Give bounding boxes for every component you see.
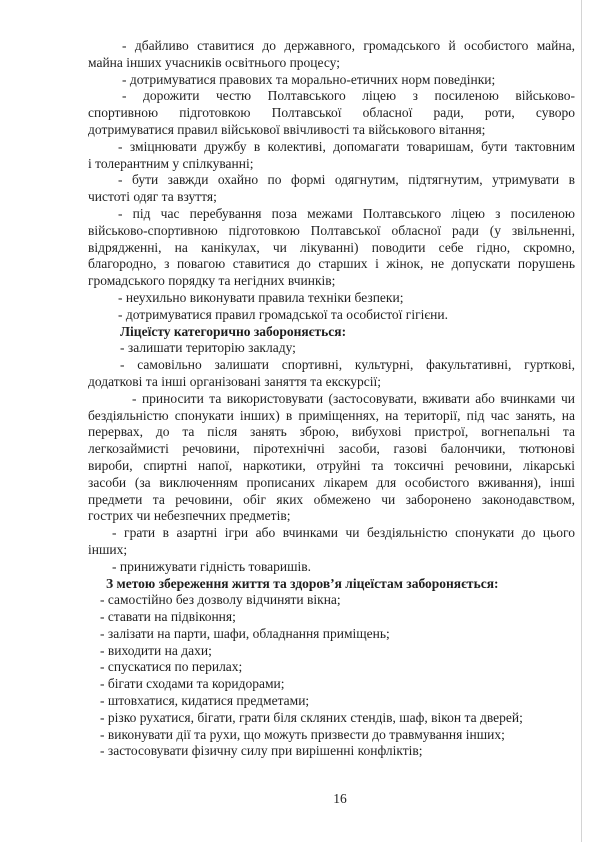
text-line: інших; [88,541,128,557]
list-item: - виходити на дахи; [100,642,212,658]
text-line: громадського порядку та негідних вчинків; [88,273,336,289]
text-line: спортивною підготовкою Полтавської обласної ради, роти, суворо [88,105,575,121]
list-item: - різко рухатися, бігати, грати біля скляних стендів, шаф, вікон та дверей; [100,709,523,725]
text-line: відрядженні, на канікулах, чи лікуванні) поводити себе гідно, скромно, [88,239,575,255]
document-body [88,38,575,760]
text-line: - залишати територію закладу; [120,340,296,356]
list-item [88,391,575,525]
text-line: військово-спортивною підготовкою Полтавської обласної ради (у звільненні, [88,222,575,238]
list-item: - виконувати дії та рухи, що можуть призвести до травмування інших; [100,726,505,742]
text-line: - приносити та використовувати (застосовувати, вживати або вчинками чи [132,390,575,406]
text-line: - бути завжди охайно по формі одягнутим, підтягнутим, утримувати в [118,172,575,188]
prohibitions-section [88,324,575,576]
text-line: чистоті одяг та взуття; [88,189,217,205]
text-line: - принижувати гідність товаришів. [112,558,312,574]
list-item [88,290,575,307]
list-item [88,357,575,391]
scan-edge-line [581,0,582,842]
list-item [88,206,575,290]
section-heading: Ліцеїсту категорично забороняється: [120,323,347,339]
text-line: майна інших учасників освітнього процесу; [88,54,340,70]
text-line: додаткові та інші організовані заняття та екскурсії; [88,373,381,389]
text-line: - дбайливо ставитися до державного, громадського й особистого майна, [122,38,575,53]
list-item [88,38,575,72]
section-heading: З метою збереження життя та здоров’я ліцеїстам забороняється: [106,575,499,591]
text-line: - дотримуватися правил громадської та особистої гігієни. [118,306,448,322]
text-line: перервах, до та після занять зброю, вибухові пристрої, вогнепальні та [88,424,575,440]
list-item: - штовхатися, кидатися предметами; [100,693,310,709]
list-item [88,340,575,357]
text-line: легкозаймисті речовини, піротехнічні засоби, газові балончики, тютюнові [88,441,575,457]
list-item [88,139,575,173]
text-line: - самовільно залишати спортивні, культурні, факультативні, гурткові, [120,357,575,373]
text-line: - неухильно виконувати правила техніки безпеки; [118,289,404,305]
safety-section [88,576,575,761]
text-line: дотримуватися правил військової ввічливості та військового вітання; [88,121,486,137]
list-item [88,88,575,138]
text-line: вироби, спиртні напої, наркотики, отруйні та токсичні речовини, лікарські [88,457,575,473]
list-item: - залізати на парти, шафи, обладнання приміщень; [100,625,390,641]
list-item [88,172,575,206]
list-item: - спускатися по перилах; [100,659,243,675]
text-line: предмети та речовини, обіг яких обмежено чи заборонено законодавством, [88,491,575,507]
text-line: - зміцнювати дружбу в колективі, допомагати товаришам, бути тактовним [118,138,575,154]
list-item: - застосовувати фізичну силу при вирішенні конфліктів; [100,743,423,759]
list-item: - самостійно без дозволу відчиняти вікна; [100,592,341,608]
text-line: - грати в азартні ігри або вчинками чи бездіяльністю спонукати до цього [112,525,575,541]
text-line: благородно, з повагою ставитися до старших і жінок, не допускати порушень [88,256,575,272]
text-line: гострих чи небезпечних предметів; [88,508,291,524]
list-item [88,525,575,559]
text-line: бездіяльністю спонукати інших) в приміщеннях, на території, під час занять, на [88,407,575,423]
text-line: засоби (за виключенням прописаних лікарем для особистого вживання), інші [88,474,575,490]
list-item: - бігати сходами та коридорами; [100,676,285,692]
page-number: 16 [333,791,347,806]
text-line: - дотримуватися правових та морально-етичних норм поведінки; [122,71,496,87]
list-item [88,307,575,324]
text-line: - під час перебування поза межами Полтавського ліцею з посиленою [118,205,575,221]
text-line: - дорожити честю Полтавського ліцею з посиленою військово- [122,88,575,104]
list-item: - ставати на підвіконня; [100,609,236,625]
duties-list [88,38,575,324]
list-item [88,559,575,576]
list-item [88,72,575,89]
text-line: і толерантним у спілкуванні; [88,155,254,171]
